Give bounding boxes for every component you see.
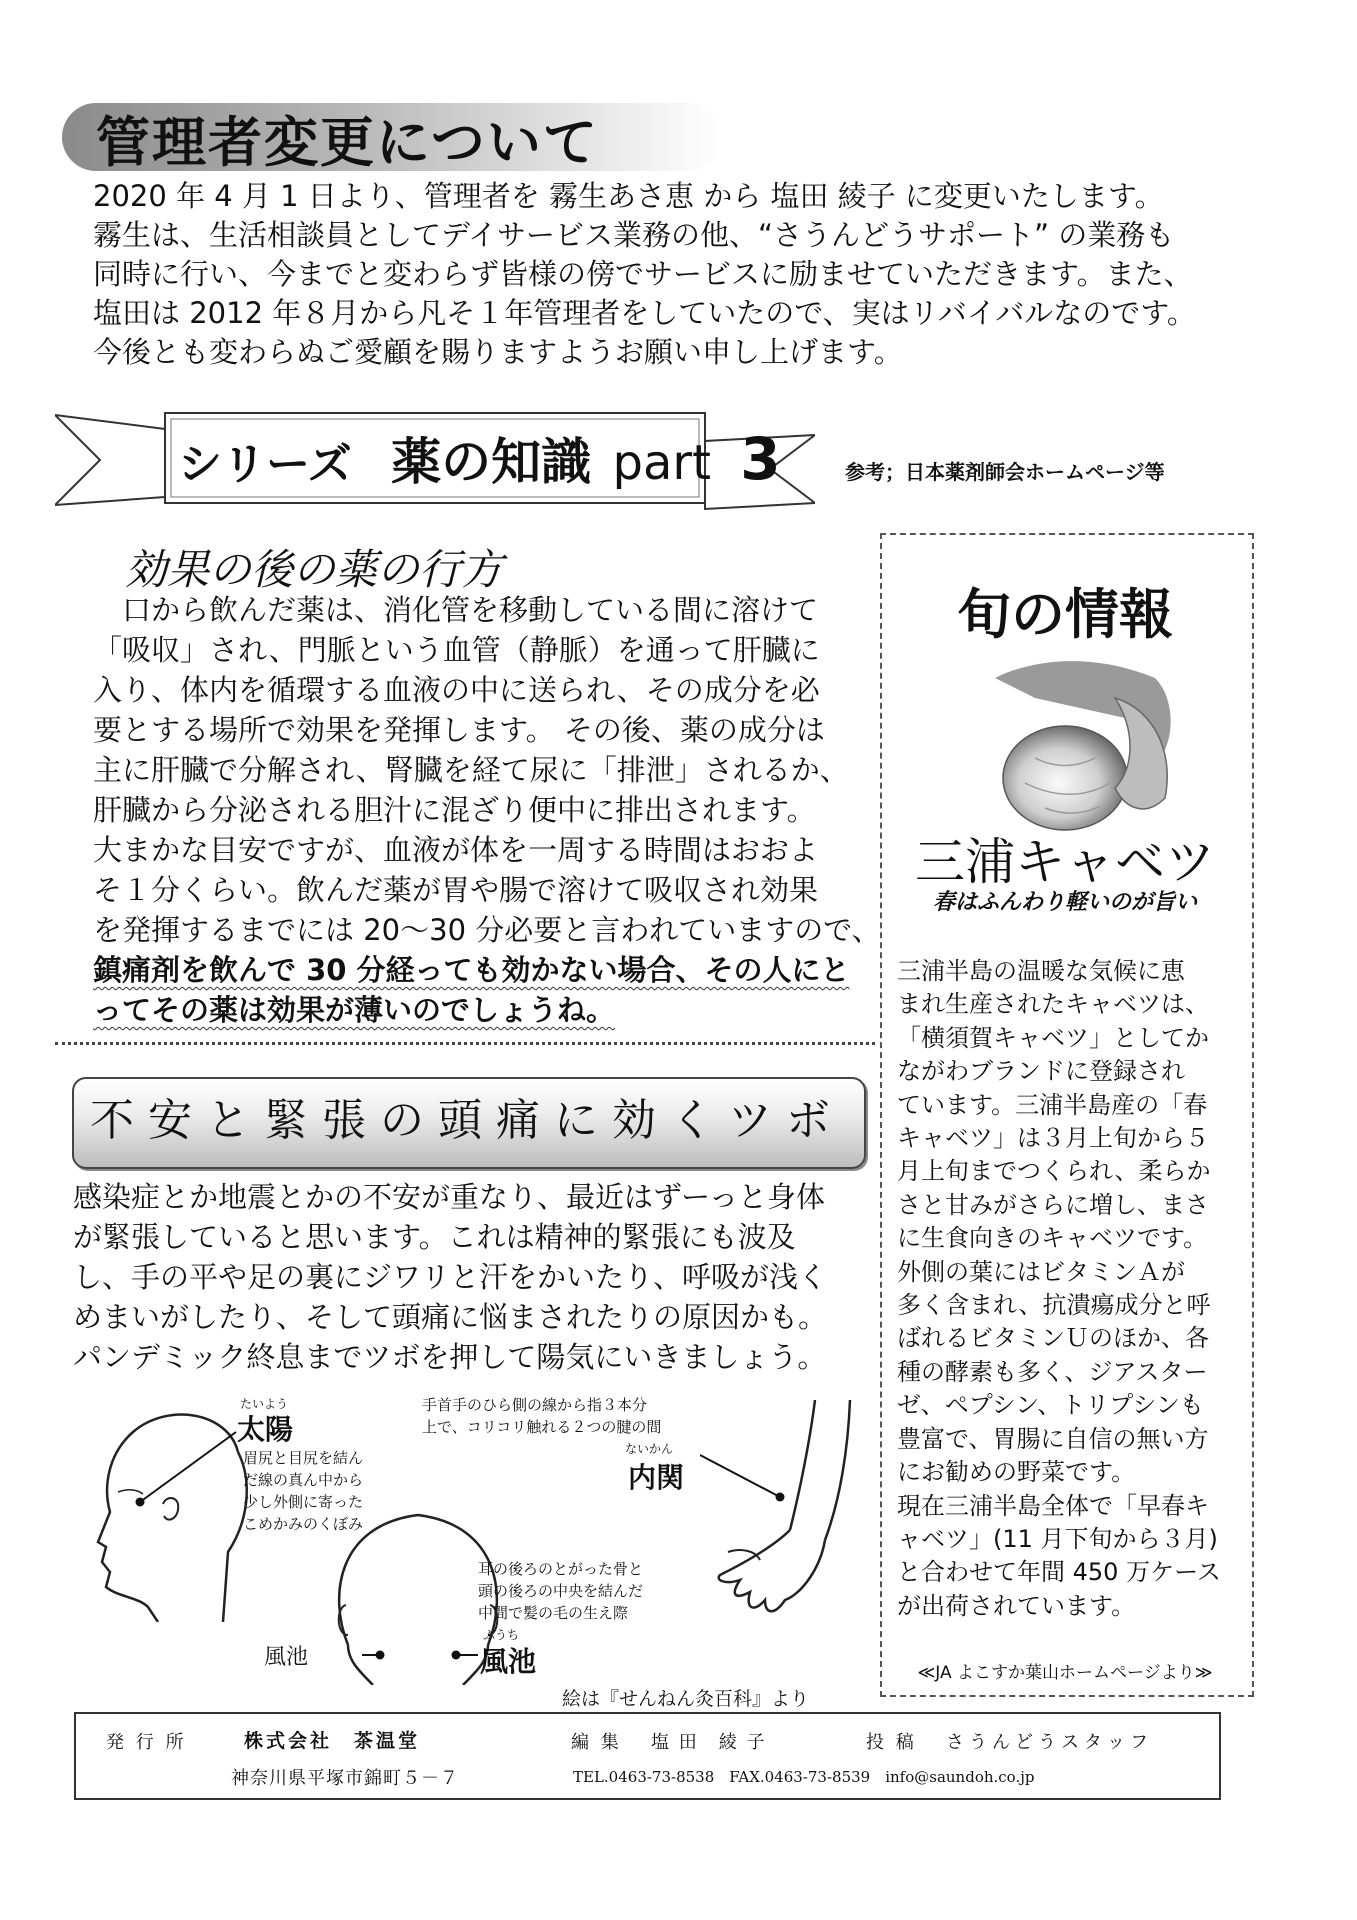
- fuuchi-ruby: ふうち: [483, 1628, 520, 1642]
- tsubo-title: 不安と緊張の頭痛に効くツボ: [90, 1095, 844, 1146]
- paragraph-line: 霧生は、生活相談員としてデイサービス業務の他、“さうんどうサポート” の業務も: [93, 218, 1175, 252]
- series-title-prefix: シリーズ: [178, 439, 352, 490]
- naikan-label: 内関: [628, 1461, 685, 1494]
- body-line: ゼ、ペプシン、トリプシンも: [897, 1391, 1204, 1420]
- publisher-label: 発 行 所: [106, 1732, 187, 1753]
- admin-change-paragraph: [93, 177, 1273, 372]
- body-line: が出荷されています。: [897, 1591, 1136, 1620]
- admin-change-title: 管理者変更について: [96, 111, 599, 174]
- body-line: 月上旬までつくられ、柔らか: [897, 1157, 1211, 1186]
- body-line: 外側の葉にはビタミンＡが: [897, 1257, 1185, 1286]
- contributor-label: 投 稿: [866, 1732, 917, 1753]
- body-line: さと甘みがさらに増し、まさ: [897, 1190, 1209, 1219]
- body-line: ャベツ」(11 月下旬から３月): [897, 1524, 1218, 1553]
- body-line: 多く含まれ、抗潰瘍成分と呼: [897, 1291, 1211, 1320]
- dotted-divider: [55, 1042, 875, 1045]
- taiyou-label: 太陽: [237, 1413, 294, 1446]
- fuuchi-left-label: 風池: [264, 1645, 309, 1670]
- paragraph-line: 2020 年 4 月 1 日より、管理者を 霧生あさ恵 から 塩田 綾子 に変更いたします。: [93, 179, 1164, 213]
- desc-line: こめかみのくぼみ: [243, 1515, 364, 1533]
- body-line: にお勧めの野菜です。: [897, 1458, 1136, 1487]
- emphasis-line: ってその薬は効果が薄いのでしょうね。: [93, 993, 616, 1027]
- contributor-name: さうんどうスタッフ: [946, 1732, 1153, 1753]
- wrist-hand-illustration: [700, 1400, 880, 1640]
- publisher-address: 神奈川県平塚市錦町５－７: [231, 1768, 459, 1789]
- publisher-footer: [74, 1712, 1221, 1800]
- body-line: キャベツ」は３月上旬から５: [897, 1124, 1209, 1153]
- body-line: 口から飲んだ薬は、消化管を移動している間に溶けて: [93, 593, 819, 627]
- body-line: が緊張していると思います。これは精神的緊張にも波及: [73, 1220, 796, 1254]
- body-line: 感染症とか地震とかの不安が重なり、最近はずーっと身体: [73, 1180, 825, 1214]
- series-title: [178, 422, 781, 494]
- body-line: まれ生産されたキャベツは、: [897, 990, 1209, 1019]
- series-title-part: part: [612, 435, 711, 491]
- body-line: 種の酵素も多く、ジアスター: [897, 1357, 1208, 1386]
- body-line: 主に肝臓で分解され、腎臓を経て尿に「排泄」されるか、: [93, 753, 849, 787]
- body-line: 三浦半島の温暖な気候に恵: [897, 957, 1185, 985]
- body-line: 「横須賀キャベツ」としてか: [897, 1023, 1209, 1052]
- desc-line: 上で、コリコリ触れる２つの腱の間: [422, 1418, 662, 1436]
- cabbage-photo: [975, 658, 1185, 838]
- tsubo-body: [73, 1177, 873, 1377]
- desc-line: 頭の後ろの中央を結んだ: [478, 1582, 644, 1600]
- desc-line: 手首手のひら側の線から指３本分: [422, 1396, 648, 1414]
- naikan-description: [422, 1394, 661, 1438]
- body-line: 肝臓から分泌される胆汁に混ざり便中に排出されます。: [93, 793, 816, 827]
- body-line: ばれるビタミンＵのほか、各: [897, 1324, 1209, 1353]
- contact-info: TEL.0463-73-8538 FAX.0463-73-8539 info@saundoh.co.jp: [573, 1768, 1035, 1786]
- body-line: と合わせて年間 450 万ケース: [897, 1558, 1221, 1587]
- emphasis-line: 鎮痛剤を飲んで 30 分経っても効かない場合、その人にと: [93, 953, 850, 987]
- series-title-main: 薬の知識: [391, 433, 592, 491]
- desc-line: 少し外側に寄った: [243, 1493, 364, 1511]
- body-line: ています。三浦半島産の「春: [897, 1090, 1208, 1119]
- body-line: めまいがしたり、そして頭痛に悩まされたりの原因かも。: [73, 1300, 828, 1334]
- naikan-ruby: ないかん: [625, 1442, 674, 1456]
- series-title-number: 3: [740, 425, 781, 493]
- seasonal-title: 旬の情報: [957, 583, 1173, 646]
- desc-line: 中間で髪の毛の生え際: [478, 1604, 629, 1622]
- body-line: 入り、体内を循環する血液の中に送られ、その成分を必: [93, 673, 820, 707]
- product-name: 三浦キャベツ: [915, 833, 1215, 891]
- body-line: 要とする場所で効果を発揮します。 その後、薬の成分は: [93, 713, 825, 747]
- series-reference: 参考；日本薬剤師会ホームページ等: [845, 460, 1165, 484]
- body-line: を発揮するまでには 20～30 分必要と言われていますので、: [93, 913, 881, 947]
- illustration-credit: 絵は『せんねん灸百科』より: [562, 1688, 810, 1710]
- desc-line: だ線の真ん中から: [243, 1471, 364, 1489]
- body-line: に生食向きのキャベツです。: [897, 1224, 1208, 1253]
- series-subtitle: 効果の後の薬の行方: [125, 545, 504, 594]
- series-body: [93, 590, 881, 1030]
- body-line: パンデミック終息までツボを押して陽気にいきましょう。: [73, 1340, 827, 1374]
- body-line: し、手の平や足の裏にジワリと汗をかいたり、呼吸が浅く: [73, 1260, 828, 1294]
- fuuchi-label: 風池: [480, 1645, 537, 1678]
- body-line: 現在三浦半島全体で「早春キ: [897, 1491, 1209, 1520]
- paragraph-line: 同時に行い、今までと変わらず皆様の傍でサービスに励ませていただきます。また、: [93, 257, 1193, 291]
- seasonal-body: [897, 955, 1242, 1623]
- body-line: ながわブランドに登録され: [897, 1057, 1185, 1086]
- desc-line: 眉尻と目尻を結ん: [243, 1449, 364, 1467]
- editor-name: 塩 田 綾 子: [651, 1732, 767, 1753]
- publisher-name: 株式会社 茶温堂: [244, 1730, 421, 1752]
- body-line: 「吸収」され、門脈という血管（静脈）を通って肝臓に: [93, 633, 820, 667]
- taiyou-ruby: たいよう: [240, 1397, 289, 1411]
- body-line: そ１分くらい。飲んだ薬が胃や腸で溶けて吸収され効果: [93, 873, 819, 907]
- editor-label: 編 集: [571, 1732, 622, 1753]
- desc-line: 耳の後ろのとがった骨と: [478, 1560, 644, 1578]
- product-tagline: 春はふんわり軽いのが旨い: [932, 890, 1197, 915]
- fuuchi-description: [478, 1558, 643, 1624]
- body-line: 大まかな目安ですが、血液が体を一周する時間はおおよ: [93, 833, 819, 867]
- paragraph-line: 今後とも変わらぬご愛顧を賜りますようお願い申し上げます。: [93, 335, 903, 369]
- paragraph-line: 塩田は 2012 年８月から凡そ１年管理者をしていたので、実はリバイバルなのです。: [93, 296, 1196, 330]
- body-line: 豊富で、胃腸に自信の無い方: [897, 1424, 1209, 1453]
- seasonal-source: ≪JA よこすか葉山ホームページより≫: [917, 1663, 1213, 1683]
